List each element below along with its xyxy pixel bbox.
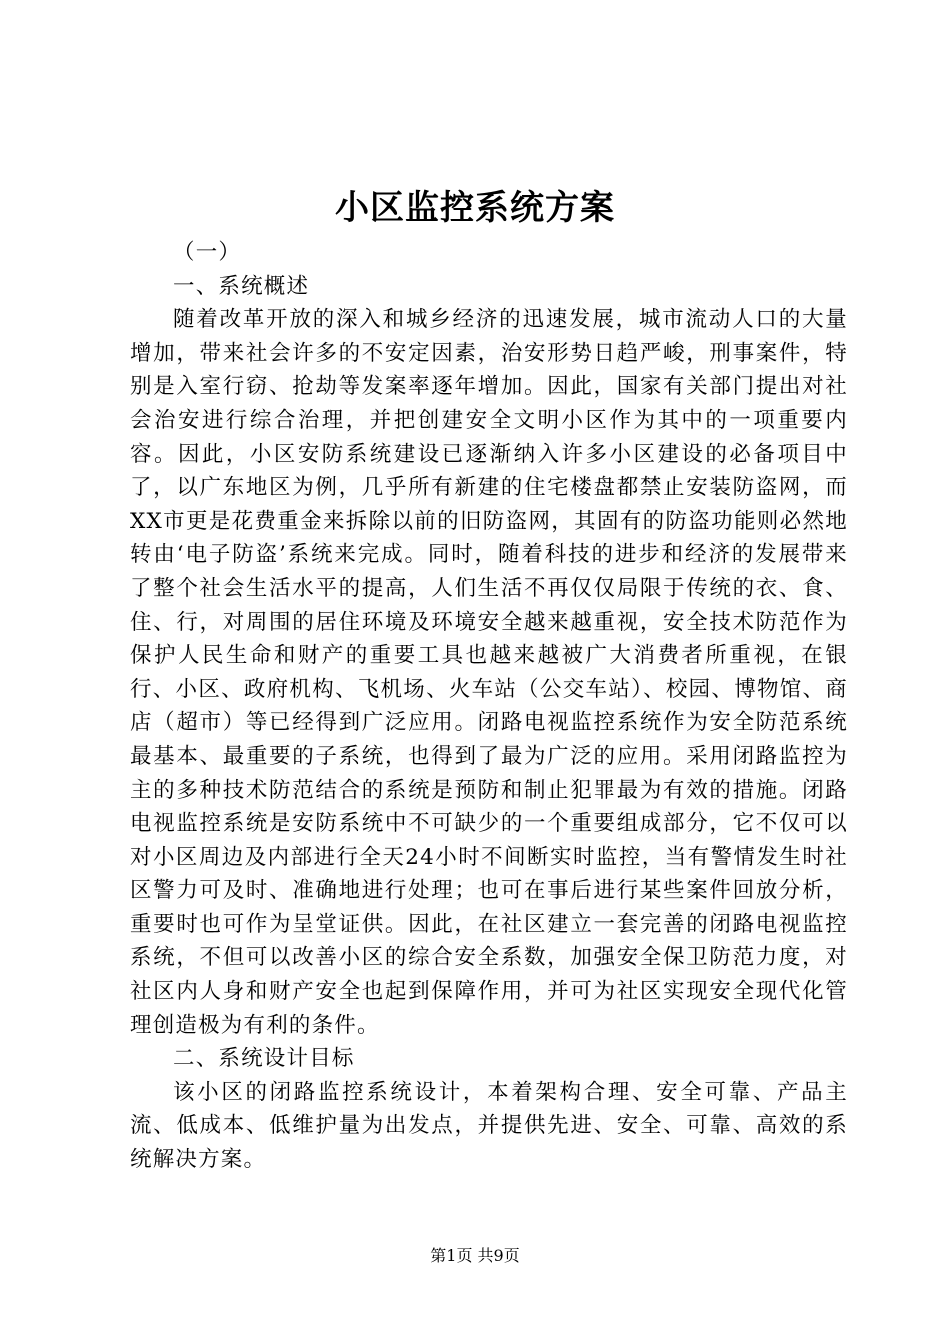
paragraph-overview: 随着改革开放的深入和城乡经济的迅速发展，城市流动人口的大量增加，带来社会许多的不安定因素，治安形势日趋严峻，刑事案件，特别是入室行窃、抢劫等发案率逐年增加。因此，国家有关部门提出对社会治安进行综合治理，并把创建安全文明小区作为其中的一项重要内容。因此，小区安防系统建设已逐渐纳入许多小区建设的必备项目中了，以广东地区为例，几乎所有新建的住宅楼盘都禁止安装防盗网，而XX市更是花费重金来拆除以前的旧防盗网，其固有的防盗功能则必然地转由‘电子防盗’系统来完成。同时，随着科技的进步和经济的发展带来了整个社会生活水平的提高，人们生活不再仅仅局限于传统的衣、食、住、行，对周围的居住环境及环境安全越来越重视，安全技术防范作为保护人民生命和财产的重要工具也越来越被广大消费者所重视，在银行、小区、政府机构、飞机场、火车站（公交车站）、校园、博物馆、商店（超市）等已经得到广泛应用。闭路电视监控系统作为安全防范系统最基本、最重要的子系统，也得到了最为广泛的应用。采用闭路监控为主的多种技术防范结合的系统是预防和制止犯罪最为有效的措施。闭路电视监控系统是安防系统中不可缺少的一个重要组成部分，它不仅可以对小区周边及内部进行全天24小时不间断实时监控，当有警情发生时社区警力可及时、准确地进行处理；也可在事后进行某些案件回放分析，重要时也可作为呈堂证供。因此，在社区建立一套完善的闭路电视监控系统，不但可以改善小区的综合安全系数，加强安全保卫防范力度，对社区内人身和财产安全也起到保障作用，并可为社区实现安全现代化管理创造极为有利的条件。: [130, 307, 848, 1038]
document-title: 小区监控系统方案: [335, 188, 615, 228]
section-number: （一）: [173, 240, 242, 265]
section-heading-design-goal: 二、系统设计目标: [173, 1046, 355, 1072]
section-heading-overview: 一、系统概述: [173, 273, 310, 299]
page-footer: 第1页 共9页: [430, 1246, 520, 1265]
paragraph-design-goal: 该小区的闭路监控系统设计，本着架构合理、安全可靠、产品主流、低成本、低维护量为出发点，并提供先进、安全、可靠、高效的系统解决方案。: [130, 1079, 848, 1173]
document-body: [130, 236, 848, 1177]
